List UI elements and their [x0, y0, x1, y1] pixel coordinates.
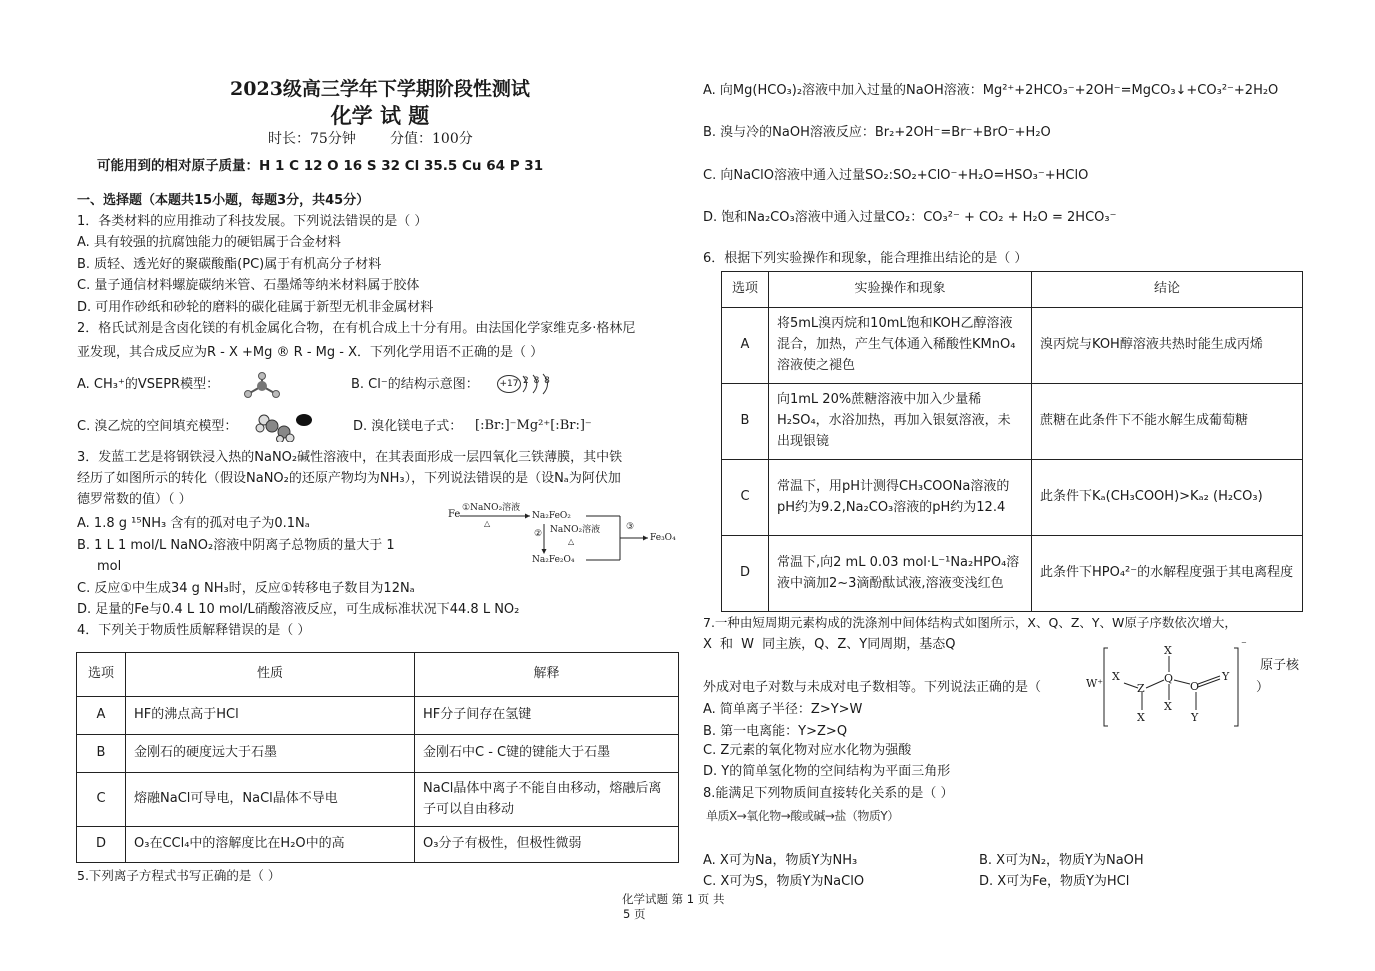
q4-table-header [77, 653, 679, 697]
struct-q: Q [1164, 672, 1174, 685]
q4-row-b-option: B [77, 735, 126, 773]
table-row [722, 384, 1303, 460]
q5-option-c: C. 向NaClO溶液中通入过量SO₂:SO₂+ClO⁻+H₂O=HSO₃⁻+HClO [703, 168, 1089, 183]
q5-option-a: A. 向Mg(HCO₃)₂溶液中加入过量的NaOH溶液：Mg²⁺+2HCO₃⁻+2OH⁻=MgCO₃↓+CO₃²⁻+2H₂O [703, 83, 1279, 98]
table-row [722, 460, 1303, 536]
struct-w: W⁺ [1086, 677, 1104, 690]
q8-stem: 8.能满足下列物质间直接转化关系的是（ ） [703, 786, 954, 801]
q7-stem-line2: X 和 W 同主族，Q、Z、Y同周期，基态Q [703, 637, 956, 652]
q6-row-b-conclusion: 蔗糖在此条件下不能水解生成葡萄糖 [1032, 384, 1303, 460]
q4-row-a-option: A [77, 697, 126, 735]
fe-conversion-diagram [446, 500, 682, 572]
q6-row-b-option: B [722, 384, 769, 460]
q4-header-option: 选项 [77, 653, 126, 697]
cl-nucleus: +17 [497, 375, 521, 393]
diagram-fe3o4: Fe₃O₄ [650, 533, 676, 543]
q7-structure-formula [1084, 640, 1254, 730]
q6-header-conclusion: 结论 [1032, 272, 1303, 308]
q5-stem: 5.下列离子方程式书写正确的是（ ） [77, 868, 281, 883]
table-row [722, 536, 1303, 612]
q5-option-b: B. 溴与冷的NaOH溶液反应：Br₂+2OH⁻=Br⁻+BrO⁻+H₂O [703, 125, 1051, 140]
struct-y-right: Y [1222, 670, 1230, 683]
cl-shells: 2 8 8 [523, 376, 551, 386]
q4-row-b-property: 金刚石的硬度远大于石墨 [126, 735, 415, 773]
q3-option-c: C. 反应①中生成34 g NH₃时，反应①转移电子数目为12Nₐ [77, 581, 415, 596]
diagram-step2: ② [534, 529, 543, 539]
diagram-delta-2: △ [568, 537, 575, 546]
q4-row-d-property: O₃在CCl₄中的溶解度比在H₂O中的高 [126, 827, 415, 863]
q3-stem-line3: 德罗常数的值）（ ） [77, 492, 192, 507]
q2-option-a: A. CH₃⁺的VSEPR模型： [77, 377, 220, 392]
q3-option-d: D. 足量的Fe与0.4 L 10 mol/L硝酸溶液反应，可生成标准状况下44.8 L NO₂ [77, 602, 520, 617]
q6-row-c-option: C [722, 460, 769, 536]
q1-option-b: B. 质轻、透光好的聚碳酸酯(PC)属于有机高分子材料 [77, 257, 382, 272]
diagram-fe: Fe [448, 509, 461, 520]
footer-page-line1: 化学试题 第 1 页 共 [622, 892, 725, 906]
exam-score: 分值：100分 [390, 131, 473, 147]
q6-header-option: 选项 [722, 272, 769, 308]
q4-row-d-option: D [77, 827, 126, 863]
q4-row-c-property: 熔融NaCl可导电，NaCl晶体不导电 [126, 773, 415, 827]
vsepr-model-image [240, 372, 284, 400]
struct-z: Z [1137, 682, 1145, 695]
struct-x-bottom: X [1137, 711, 1145, 724]
q8-conversion-scheme: 单质X→氧化物→酸或碱→盐（物质Y） [706, 809, 899, 823]
q3-option-a: A. 1.8 g ¹⁵NH₃ 含有的孤对电子为0.1Nₐ [77, 516, 310, 531]
q7-stem-end: ） [1256, 680, 1270, 695]
diagram-step2-label: NaNO₂溶液 [550, 525, 601, 535]
q7-option-c: C. Z元素的氧化物对应水化物为强酸 [703, 743, 912, 758]
table-row [77, 735, 679, 773]
q1-option-c: C. 量子通信材料螺旋碳纳米管、石墨烯等纳米材料属于胶体 [77, 278, 420, 293]
footer-page-line2: 5 页 [623, 907, 646, 921]
diagram-na2fe2o4: Na₂Fe₂O₄ [532, 555, 575, 565]
diagram-delta-1: △ [484, 519, 491, 528]
q1-option-a: A. 具有较强的抗腐蚀能力的硬铝属于合金材料 [77, 235, 341, 250]
q6-row-d-conclusion: 此条件下HPO₄²⁻的水解程度强于其电离程度 [1032, 536, 1303, 612]
section-heading: 一、选择题（本题共15小题，每题3分，共45分） [77, 193, 370, 208]
struct-x-top: X [1164, 644, 1172, 657]
q8-option-b: B. X可为N₂，物质Y为NaOH [979, 853, 1144, 868]
q4-header-property: 性质 [126, 653, 415, 697]
q7-option-b: B. 第一电离能：Y>Z>Q [703, 724, 848, 739]
diagram-na2feo2: Na₂FeO₂ [532, 511, 571, 521]
q3-stem-line2: 经历了如图所示的转化（假设NaNO₂的还原产物均为NH₃），下列说法错误的是（设Nₐ为阿伏加 [77, 471, 621, 486]
q4-stem: 4．下列关于物质性质解释错误的是（ ） [77, 623, 311, 638]
q3-option-b-line2: mol [97, 559, 122, 574]
q3-option-b-line1: B. 1 L 1 mol/L NaNO₂溶液中阴离子总物质的量大于 1 [77, 538, 395, 553]
diagram-step3: ③ [626, 522, 635, 532]
table-row [77, 773, 679, 827]
q4-row-b-explanation: 金刚石中C - C键的键能大于石墨 [415, 735, 679, 773]
q2-option-d: D. 溴化镁电子式： [353, 419, 463, 434]
cl-structure-diagram [497, 373, 557, 395]
table-row [77, 697, 679, 735]
q6-row-d-operation: 常温下,向2 mL 0.03 mol·L⁻¹Na₂HPO₄溶液中滴加2~3滴酚酞试液,溶液变浅红色 [769, 536, 1032, 612]
q3-stem-line1: 3．发蓝工艺是将钢铁浸入热的NaNO₂碱性溶液中，在其表面形成一层四氧化三铁薄膜，其中铁 [77, 450, 623, 465]
q4-row-c-explanation: NaCl晶体中离子不能自由移动，熔融后离子可以自由移动 [415, 773, 679, 827]
q7-stem-line4: 原子核 [1260, 658, 1300, 673]
diagram-step1: ①NaNO₂溶液 [462, 503, 521, 513]
struct-charge: ⁻ [1241, 638, 1247, 651]
q6-row-a-operation: 将5mL溴丙烷和10mL饱和KOH乙醇溶液混合，加热，产生气体通入稀酸性KMnO₄溶液使之褪色 [769, 308, 1032, 384]
q5-option-d: D. 饱和Na₂CO₃溶液中通入过量CO₂：CO₃²⁻ + CO₂ + H₂O = 2HCO₃⁻ [703, 210, 1117, 225]
q4-row-d-explanation: O₃分子有极性，但极性微弱 [415, 827, 679, 863]
q6-row-d-option: D [722, 536, 769, 612]
q1-option-d: D. 可用作砂纸和砂轮的磨料的碳化硅属于新型无机非金属材料 [77, 300, 434, 315]
q4-row-a-explanation: HF分子间存在氢键 [415, 697, 679, 735]
q8-option-a: A. X可为Na，物质Y为NH₃ [703, 853, 858, 868]
q4-row-c-option: C [77, 773, 126, 827]
q6-stem: 6．根据下列实验操作和现象，能合理推出结论的是（ ） [703, 251, 1028, 266]
q7-stem-line3: 外成对电子对数与未成对电子数相等。下列说法正确的是（ [703, 680, 1042, 695]
atomic-masses: 可能用到的相对原子质量：H 1 C 12 O 16 S 32 Cl 35.5 Cu 64 P 31 [97, 158, 544, 174]
exam-title: 2023级高三学年下学期阶段性测试 [230, 78, 530, 100]
q4-row-a-property: HF的沸点高于HCl [126, 697, 415, 735]
struct-x-q-bottom: X [1164, 700, 1172, 713]
table-row [77, 827, 679, 863]
q2-stem-line2: 亚发现，其合成反应为R - X +Mg ® R - Mg - X．下列化学用语不正确的是（ ） [77, 345, 544, 360]
q6-table-header [722, 272, 1303, 308]
q4-table [76, 652, 679, 863]
exam-duration: 时长：75分钟 [268, 131, 356, 147]
q7-option-a: A. 简单离子半径：Z>Y>W [703, 702, 863, 717]
bromoethane-model-image [252, 410, 316, 442]
q7-stem-line1: 7.一种由短周期元素构成的洗涤剂中间体结构式如图所示，X、Q、Z、Y、W原子序数依次增大， [703, 615, 1237, 630]
q6-row-a-option: A [722, 308, 769, 384]
struct-y-bottom: Y [1191, 711, 1199, 724]
q6-row-b-operation: 向1mL 20%蔗糖溶液中加入少量稀H₂SO₄，水浴加热，再加入银氨溶液，未出现银镜 [769, 384, 1032, 460]
mgbr2-electron-formula: [:Br:]⁻Mg²⁺[:Br:]⁻ [475, 418, 592, 433]
q2-option-c: C. 溴乙烷的空间填充模型： [77, 419, 238, 434]
q7-option-d: D. Y的简单氢化物的空间结构为平面三角形 [703, 764, 951, 779]
struct-o: O [1190, 680, 1200, 693]
q6-header-operation: 实验操作和现象 [769, 272, 1032, 308]
struct-x-left: X [1112, 670, 1120, 683]
q1-stem: 1．各类材料的应用推动了科技发展。下列说法错误的是（ ） [77, 214, 428, 229]
q6-table [721, 271, 1303, 612]
q2-option-b: B. Cl⁻的结构示意图： [351, 377, 479, 392]
q2-stem-line1: 2．格氏试剂是含卤化镁的有机金属化合物，在有机合成上十分有用。由法国化学家维克多·格林尼 [77, 321, 636, 336]
exam-subject: 化学 试 题 [330, 103, 430, 128]
q6-row-a-conclusion: 溴丙烷与KOH醇溶液共热时能生成丙烯 [1032, 308, 1303, 384]
q4-header-explanation: 解释 [415, 653, 679, 697]
q8-option-c: C. X可为S，物质Y为NaClO [703, 874, 865, 889]
q8-option-d: D. X可为Fe，物质Y为HCl [979, 874, 1130, 889]
q6-row-c-conclusion: 此条件下Kₐ(CH₃COOH)>Kₐ₂ (H₂CO₃) [1032, 460, 1303, 536]
q6-row-c-operation: 常温下，用pH计测得CH₃COONa溶液的pH约为9.2,Na₂CO₃溶液的pH约为12.4 [769, 460, 1032, 536]
table-row [722, 308, 1303, 384]
